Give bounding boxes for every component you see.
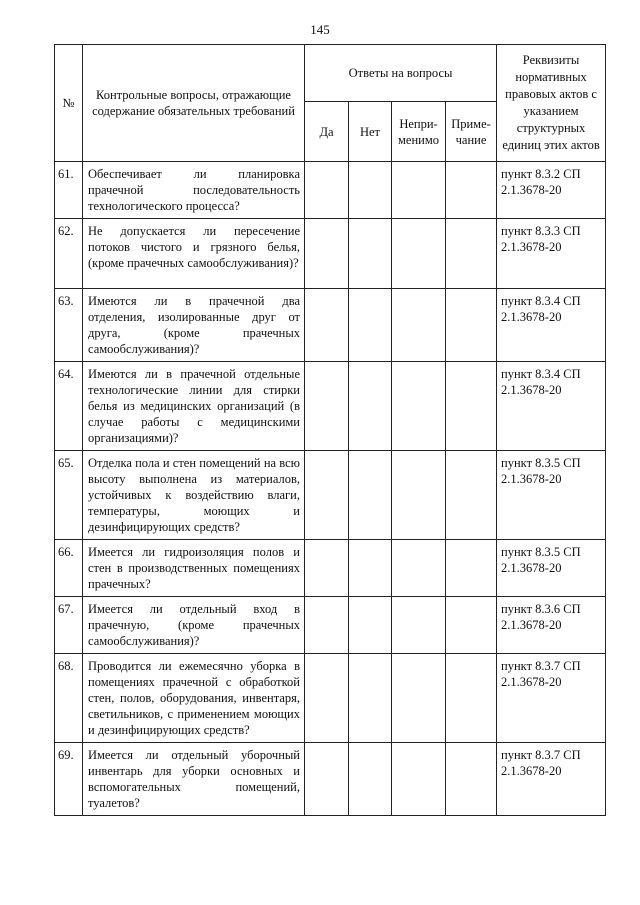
header-answers: Ответы на вопросы	[305, 45, 497, 102]
header-num: №	[55, 45, 83, 162]
header-note: Приме-чание	[446, 102, 497, 162]
answer-na-cell[interactable]	[392, 219, 446, 289]
table-row	[55, 597, 606, 654]
answer-note-cell[interactable]	[446, 162, 497, 219]
answer-na-cell[interactable]	[392, 162, 446, 219]
row-question: Отделка пола и стен помещений на всю высоту выполнена из материалов, устойчивых к воздействию влаги, температуры, моющих и дезинфицирующих средств?	[83, 451, 305, 540]
row-reference: пункт 8.3.7 СП 2.1.3678-20	[497, 743, 606, 816]
answer-no-cell[interactable]	[349, 540, 392, 597]
answer-na-cell[interactable]	[392, 597, 446, 654]
answer-no-cell[interactable]	[349, 289, 392, 362]
row-number: 68.	[55, 654, 83, 743]
row-question: Имеется ли отдельный вход в прачечную, (кроме прачечных самообслуживания)?	[83, 597, 305, 654]
row-question: Имеются ли в прачечной два отделения, изолированные друг от друга, (кроме прачечных самообслуживания)?	[83, 289, 305, 362]
answer-yes-cell[interactable]	[305, 654, 349, 743]
row-number: 62.	[55, 219, 83, 289]
answer-note-cell[interactable]	[446, 289, 497, 362]
answer-no-cell[interactable]	[349, 451, 392, 540]
row-number: 61.	[55, 162, 83, 219]
answer-no-cell[interactable]	[349, 362, 392, 451]
row-number: 64.	[55, 362, 83, 451]
table-header	[55, 45, 606, 162]
table-row	[55, 654, 606, 743]
answer-note-cell[interactable]	[446, 743, 497, 816]
answer-na-cell[interactable]	[392, 654, 446, 743]
answer-no-cell[interactable]	[349, 162, 392, 219]
answer-note-cell[interactable]	[446, 597, 497, 654]
row-reference: пункт 8.3.6 СП 2.1.3678-20	[497, 597, 606, 654]
answer-note-cell[interactable]	[446, 654, 497, 743]
answer-yes-cell[interactable]	[305, 451, 349, 540]
answer-yes-cell[interactable]	[305, 743, 349, 816]
table-body	[55, 162, 606, 816]
answer-yes-cell[interactable]	[305, 540, 349, 597]
row-reference: пункт 8.3.4 СП 2.1.3678-20	[497, 289, 606, 362]
answer-na-cell[interactable]	[392, 289, 446, 362]
row-reference: пункт 8.3.3 СП 2.1.3678-20	[497, 219, 606, 289]
table-row	[55, 451, 606, 540]
answer-yes-cell[interactable]	[305, 219, 349, 289]
header-no: Нет	[349, 102, 392, 162]
row-question: Имеются ли в прачечной отдельные технологические линии для стирки белья из медицинских организаций (в случае работы с медицинскими организациями)?	[83, 362, 305, 451]
row-question: Не допускается ли пересечение потоков чистого и грязного белья, (кроме прачечных самообслуживания)?	[83, 219, 305, 289]
table-row	[55, 219, 606, 289]
answer-note-cell[interactable]	[446, 540, 497, 597]
row-number: 63.	[55, 289, 83, 362]
table-row	[55, 162, 606, 219]
row-reference: пункт 8.3.5 СП 2.1.3678-20	[497, 451, 606, 540]
answer-yes-cell[interactable]	[305, 362, 349, 451]
row-reference: пункт 8.3.2 СП 2.1.3678-20	[497, 162, 606, 219]
answer-no-cell[interactable]	[349, 219, 392, 289]
answer-na-cell[interactable]	[392, 743, 446, 816]
row-reference: пункт 8.3.4 СП 2.1.3678-20	[497, 362, 606, 451]
table-row	[55, 540, 606, 597]
answer-yes-cell[interactable]	[305, 289, 349, 362]
row-reference: пункт 8.3.5 СП 2.1.3678-20	[497, 540, 606, 597]
answer-note-cell[interactable]	[446, 451, 497, 540]
answer-na-cell[interactable]	[392, 451, 446, 540]
row-reference: пункт 8.3.7 СП 2.1.3678-20	[497, 654, 606, 743]
table-row	[55, 743, 606, 816]
answer-na-cell[interactable]	[392, 362, 446, 451]
answer-yes-cell[interactable]	[305, 162, 349, 219]
row-number: 69.	[55, 743, 83, 816]
answer-no-cell[interactable]	[349, 654, 392, 743]
row-number: 67.	[55, 597, 83, 654]
row-question: Обеспечивает ли планировка прачечной последовательность технологического процесса?	[83, 162, 305, 219]
row-number: 65.	[55, 451, 83, 540]
answer-note-cell[interactable]	[446, 219, 497, 289]
answer-note-cell[interactable]	[446, 362, 497, 451]
header-question: Контрольные вопросы, отражающие содержание обязательных требований	[83, 45, 305, 162]
header-reference: Реквизиты нормативных правовых актов с указанием структурных единиц этих актов	[497, 45, 606, 162]
table-row	[55, 362, 606, 451]
row-question: Имеется ли отдельный уборочный инвентарь для уборки основных и вспомогательных помещений, туалетов?	[83, 743, 305, 816]
row-number: 66.	[55, 540, 83, 597]
answer-no-cell[interactable]	[349, 743, 392, 816]
checklist-table	[54, 44, 606, 816]
row-question: Проводится ли ежемесячно уборка в помещениях прачечной с обработкой стен, полов, оборудования, инвентаря, светильников, с применением моющих и дезинфицирующих средств?	[83, 654, 305, 743]
row-question: Имеется ли гидроизоляция полов и стен в производственных помещениях прачечных?	[83, 540, 305, 597]
page-number: 145	[310, 22, 330, 37]
answer-no-cell[interactable]	[349, 597, 392, 654]
table-row	[55, 289, 606, 362]
header-not-applicable: Непри-менимо	[392, 102, 446, 162]
answer-yes-cell[interactable]	[305, 597, 349, 654]
header-yes: Да	[305, 102, 349, 162]
answer-na-cell[interactable]	[392, 540, 446, 597]
